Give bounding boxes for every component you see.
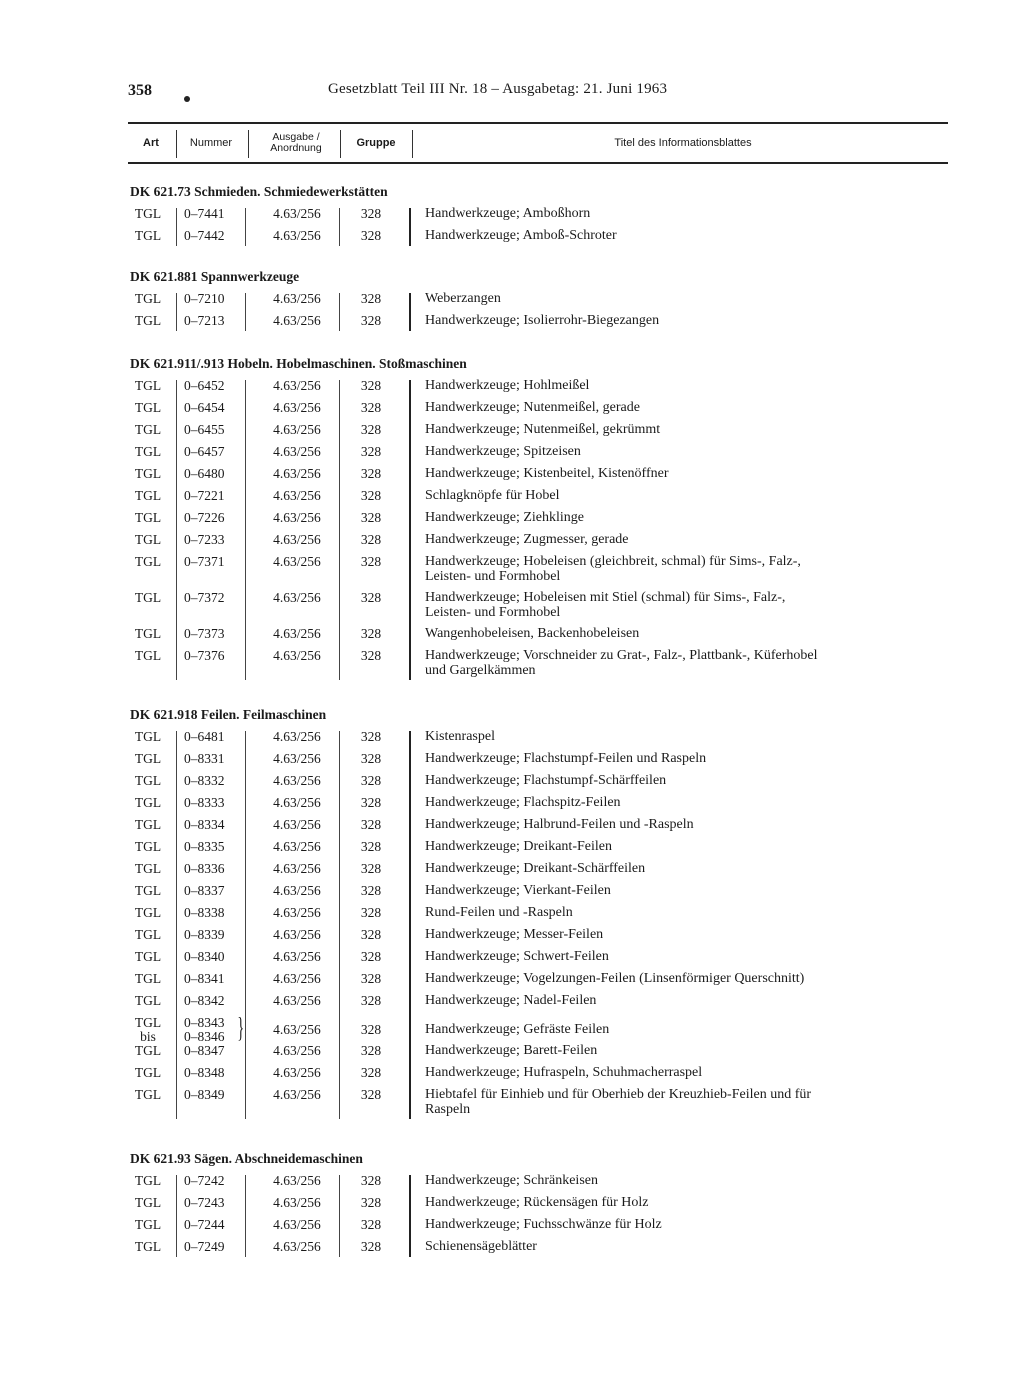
cell-art: TGL (134, 378, 162, 393)
cell-nummer: 0–6455 (184, 422, 225, 437)
cell-art: TGL (134, 1239, 162, 1254)
cell-ausgabe: 4.63/256 (273, 839, 321, 854)
column-rule (339, 731, 340, 1119)
cell-art: TGL (134, 883, 162, 898)
table-row (0, 817, 1024, 839)
cell-nummer: 0–7210 (184, 291, 225, 306)
cell-nummer: 0–8347 (184, 1043, 225, 1058)
column-rule (409, 208, 411, 246)
table-row (0, 1173, 1024, 1195)
cell-titel: Handwerkzeuge; Amboß-Schroter (425, 228, 617, 243)
cell-ausgabe: 4.63/256 (273, 795, 321, 810)
table-row (0, 1195, 1024, 1217)
page-dot (184, 96, 190, 102)
cell-ausgabe: 4.63/256 (273, 1239, 321, 1254)
cell-art: TGL (134, 1043, 162, 1058)
cell-gruppe: 328 (360, 993, 382, 1008)
cell-art: TGL (134, 488, 162, 503)
cell-art: TGL (134, 949, 162, 964)
cell-nummer: 0–7221 (184, 488, 225, 503)
cell-titel: Handwerkzeuge; Dreikant-Schärffeilen (425, 861, 646, 876)
table-row (0, 1043, 1024, 1065)
cell-nummer: 0–8335 (184, 839, 225, 854)
column-header-titel: Titel des Informationsblattes (614, 136, 752, 149)
cell-art: TGL (134, 729, 162, 744)
cell-art: TGL (134, 795, 162, 810)
cell-gruppe: 328 (360, 861, 382, 876)
cell-gruppe: 328 (360, 1173, 382, 1188)
column-rule (409, 731, 411, 1119)
cell-nummer-end: 0–8346 (184, 1029, 225, 1044)
table-row (0, 1065, 1024, 1087)
page-number: 358 (128, 82, 152, 99)
cell-ausgabe: 4.63/256 (273, 1217, 321, 1232)
cell-titel: Handwerkzeuge; Nutenmeißel, gerade (425, 400, 640, 415)
cell-titel: Handwerkzeuge; Halbrund-Feilen und -Raspeln (425, 817, 694, 832)
cell-ausgabe: 4.63/256 (273, 751, 321, 766)
column-header-nummer: Nummer (189, 136, 233, 149)
column-rule (176, 380, 177, 680)
cell-gruppe: 328 (360, 839, 382, 854)
column-rule (339, 380, 340, 680)
cell-art: TGL (134, 228, 162, 243)
cell-ausgabe: 4.63/256 (273, 554, 321, 569)
cell-art: TGL (134, 971, 162, 986)
cell-gruppe: 328 (360, 1087, 382, 1102)
table-row (0, 228, 1024, 250)
cell-nummer: 0–7372 (184, 590, 225, 605)
cell-ausgabe: 4.63/256 (273, 422, 321, 437)
cell-titel: Kistenraspel (425, 729, 495, 744)
cell-titel: Handwerkzeuge; Zugmesser, gerade (425, 532, 629, 547)
cell-gruppe: 328 (360, 510, 382, 525)
cell-gruppe: 328 (360, 883, 382, 898)
table-row (0, 1217, 1024, 1239)
cell-nummer: 0–8332 (184, 773, 225, 788)
table-row (0, 927, 1024, 949)
cell-titel: Handwerkzeuge; Flachstumpf-Schärffeilen (425, 773, 667, 788)
cell-ausgabe: 4.63/256 (273, 444, 321, 459)
cell-art: TGL (134, 1015, 162, 1030)
cell-art: TGL (134, 905, 162, 920)
cell-nummer: 0–7441 (184, 206, 225, 221)
cell-titel: Schlagknöpfe für Hobel (425, 488, 560, 503)
column-rule (409, 1175, 411, 1257)
cell-ausgabe: 4.63/256 (273, 648, 321, 663)
cell-titel: Handwerkzeuge; Schwert-Feilen (425, 949, 609, 964)
cell-ausgabe: 4.63/256 (273, 971, 321, 986)
column-header-art: Art (143, 136, 159, 149)
column-rule (176, 293, 177, 331)
cell-gruppe: 328 (360, 626, 382, 641)
cell-gruppe: 328 (360, 444, 382, 459)
section-title: DK 621.881 Spannwerkzeuge (130, 269, 300, 284)
cell-nummer: 0–7376 (184, 648, 225, 663)
cell-art: TGL (134, 422, 162, 437)
cell-ausgabe: 4.63/256 (273, 1173, 321, 1188)
cell-nummer: 0–8337 (184, 883, 225, 898)
cell-art: TGL (134, 532, 162, 547)
cell-titel: Handwerkzeuge; Hobeleisen (gleichbreit, schmal) für Sims-, Falz-, (425, 554, 801, 569)
cell-art: TGL (134, 510, 162, 525)
cell-titel: Handwerkzeuge; Hufraspeln, Schuhmacherraspel (425, 1065, 703, 1080)
brace-glyph: } (237, 1013, 245, 1044)
cell-nummer: 0–8340 (184, 949, 225, 964)
cell-nummer: 0–7442 (184, 228, 225, 243)
table-row (0, 378, 1024, 400)
cell-titel-continued: Leisten- und Formhobel (425, 569, 561, 584)
column-rule (176, 731, 177, 1119)
table-row (0, 993, 1024, 1015)
column-rule (409, 380, 411, 680)
cell-ausgabe: 4.63/256 (273, 1022, 321, 1037)
cell-ausgabe: 4.63/256 (273, 1065, 321, 1080)
cell-titel: Schienensägeblätter (425, 1239, 537, 1254)
cell-art: TGL (134, 1087, 162, 1102)
cell-nummer: 0–8331 (184, 751, 225, 766)
cell-art: TGL (134, 554, 162, 569)
cell-gruppe: 328 (360, 1043, 382, 1058)
cell-titel: Hiebtafel für Einhieb und für Oberhieb der Kreuzhieb-Feilen und für (425, 1087, 812, 1102)
cell-nummer: 0–8334 (184, 817, 225, 832)
cell-art: TGL (134, 291, 162, 306)
cell-titel: Handwerkzeuge; Gefräste Feilen (425, 1022, 610, 1037)
cell-ausgabe: 4.63/256 (273, 1087, 321, 1102)
cell-titel: Handwerkzeuge; Schränkeisen (425, 1173, 598, 1188)
cell-nummer: 0–6457 (184, 444, 225, 459)
cell-gruppe: 328 (360, 971, 382, 986)
cell-ausgabe: 4.63/256 (273, 400, 321, 415)
cell-titel: Handwerkzeuge; Dreikant-Feilen (425, 839, 612, 854)
table-row (0, 554, 1024, 590)
cell-art: TGL (134, 1217, 162, 1232)
table-row (0, 313, 1024, 335)
table-row (0, 532, 1024, 554)
cell-ausgabe: 4.63/256 (273, 773, 321, 788)
cell-art: TGL (134, 861, 162, 876)
cell-art: TGL (134, 206, 162, 221)
cell-gruppe: 328 (360, 532, 382, 547)
cell-nummer: 0–8348 (184, 1065, 225, 1080)
cell-ausgabe: 4.63/256 (273, 817, 321, 832)
column-divider (412, 130, 413, 158)
cell-art: TGL (134, 817, 162, 832)
cell-art: TGL (134, 839, 162, 854)
cell-nummer: 0–8339 (184, 927, 225, 942)
cell-nummer: 0–6452 (184, 378, 225, 393)
table-row (0, 839, 1024, 861)
cell-titel: Handwerkzeuge; Ziehklinge (425, 510, 584, 525)
column-header (128, 122, 948, 164)
table-row (0, 422, 1024, 444)
cell-titel: Handwerkzeuge; Nutenmeißel, gekrümmt (425, 422, 661, 437)
cell-art: TGL (134, 466, 162, 481)
cell-titel: Rund-Feilen und -Raspeln (425, 905, 573, 920)
cell-ausgabe: 4.63/256 (273, 905, 321, 920)
table-row (0, 729, 1024, 751)
table-row (0, 905, 1024, 927)
cell-titel: Handwerkzeuge; Fuchsschwänze für Holz (425, 1217, 662, 1232)
table-row (0, 971, 1024, 993)
cell-art: TGL (134, 773, 162, 788)
cell-gruppe: 328 (360, 313, 382, 328)
cell-ausgabe: 4.63/256 (273, 1043, 321, 1058)
page-header-title: Gesetzblatt Teil III Nr. 18 – Ausgabetag: 21. Juni 1963 (328, 81, 668, 97)
cell-nummer: 0–7249 (184, 1239, 225, 1254)
cell-art: TGL (134, 1065, 162, 1080)
cell-titel: Handwerkzeuge; Flachstumpf-Feilen und Raspeln (425, 751, 707, 766)
cell-ausgabe: 4.63/256 (273, 291, 321, 306)
table-row (0, 751, 1024, 773)
column-divider (340, 130, 341, 158)
section-title: DK 621.911/.913 Hobeln. Hobelmaschinen. Stoßmaschinen (130, 356, 467, 371)
cell-nummer: 0–7371 (184, 554, 225, 569)
cell-nummer: 0–8336 (184, 861, 225, 876)
cell-gruppe: 328 (360, 729, 382, 744)
cell-titel: Handwerkzeuge; Kistenbeitel, Kistenöffner (425, 466, 669, 481)
cell-ausgabe: 4.63/256 (273, 626, 321, 641)
cell-titel: Handwerkzeuge; Spitzeisen (425, 444, 581, 459)
cell-titel: Handwerkzeuge; Hohlmeißel (425, 378, 590, 393)
table-row (0, 466, 1024, 488)
section-title: DK 621.918 Feilen. Feilmaschinen (130, 707, 327, 722)
cell-titel: Handwerkzeuge; Messer-Feilen (425, 927, 604, 942)
cell-art: TGL (134, 993, 162, 1008)
cell-ausgabe: 4.63/256 (273, 228, 321, 243)
cell-nummer: 0–7213 (184, 313, 225, 328)
cell-ausgabe: 4.63/256 (273, 510, 321, 525)
section-title: DK 621.73 Schmieden. Schmiedewerkstätten (130, 184, 388, 199)
cell-art: TGL (134, 313, 162, 328)
table-row (0, 795, 1024, 817)
cell-gruppe: 328 (360, 488, 382, 503)
cell-gruppe: 328 (360, 1239, 382, 1254)
cell-art: TGL (134, 751, 162, 766)
table-row (0, 861, 1024, 883)
cell-ausgabe: 4.63/256 (273, 729, 321, 744)
cell-gruppe: 328 (360, 949, 382, 964)
table-row (0, 291, 1024, 313)
table-row (0, 510, 1024, 532)
cell-gruppe: 328 (360, 554, 382, 569)
cell-ausgabe: 4.63/256 (273, 590, 321, 605)
table-row (0, 488, 1024, 510)
cell-nummer: 0–7242 (184, 1173, 225, 1188)
column-rule (245, 208, 246, 246)
table-row (0, 949, 1024, 971)
column-divider (176, 130, 177, 158)
cell-nummer: 0–7243 (184, 1195, 225, 1210)
cell-gruppe: 328 (360, 751, 382, 766)
cell-art: TGL (134, 648, 162, 663)
cell-ausgabe: 4.63/256 (273, 927, 321, 942)
cell-titel: Handwerkzeuge; Hobeleisen mit Stiel (schmal) für Sims-, Falz-, (425, 590, 786, 605)
cell-ausgabe: 4.63/256 (273, 861, 321, 876)
cell-nummer: 0–7373 (184, 626, 225, 641)
table-row (0, 206, 1024, 228)
cell-ausgabe: 4.63/256 (273, 1195, 321, 1210)
cell-nummer: 0–6480 (184, 466, 225, 481)
table-row (0, 1239, 1024, 1261)
table-row (0, 400, 1024, 422)
cell-nummer: 0–6481 (184, 729, 225, 744)
cell-gruppe: 328 (360, 378, 382, 393)
cell-titel: Handwerkzeuge; Barett-Feilen (425, 1043, 598, 1058)
cell-gruppe: 328 (360, 773, 382, 788)
table-row (0, 626, 1024, 648)
column-rule (339, 293, 340, 331)
cell-art: TGL (134, 590, 162, 605)
cell-nummer: 0–8342 (184, 993, 225, 1008)
column-rule (245, 731, 246, 1119)
cell-titel-continued: Leisten- und Formhobel (425, 605, 561, 620)
cell-ausgabe: 4.63/256 (273, 532, 321, 547)
cell-nummer: 0–8341 (184, 971, 225, 986)
table-row (0, 1015, 1024, 1043)
column-rule (245, 293, 246, 331)
cell-nummer: 0–7244 (184, 1217, 225, 1232)
column-rule (245, 380, 246, 680)
column-rule (176, 208, 177, 246)
cell-gruppe: 328 (360, 927, 382, 942)
table-row (0, 648, 1024, 684)
table-row (0, 773, 1024, 795)
cell-ausgabe: 4.63/256 (273, 206, 321, 221)
cell-gruppe: 328 (360, 206, 382, 221)
cell-nummer: 0–8333 (184, 795, 225, 810)
cell-titel-continued: Raspeln (425, 1102, 471, 1117)
cell-gruppe: 328 (360, 1217, 382, 1232)
cell-art: TGL (134, 1195, 162, 1210)
cell-gruppe: 328 (360, 422, 382, 437)
section-title: DK 621.93 Sägen. Abschneidemaschinen (130, 1151, 363, 1166)
cell-gruppe: 328 (360, 1195, 382, 1210)
cell-titel: Handwerkzeuge; Vogelzungen-Feilen (Linsenförmiger Querschnitt) (425, 971, 805, 986)
cell-gruppe: 328 (360, 648, 382, 663)
cell-gruppe: 328 (360, 228, 382, 243)
cell-ausgabe: 4.63/256 (273, 313, 321, 328)
cell-art: TGL (134, 400, 162, 415)
cell-titel-continued: und Gargelkämmen (425, 663, 536, 678)
cell-titel: Handwerkzeuge; Vierkant-Feilen (425, 883, 611, 898)
cell-titel: Handwerkzeuge; Isolierrohr-Biegezangen (425, 313, 660, 328)
cell-ausgabe: 4.63/256 (273, 378, 321, 393)
cell-titel: Weberzangen (425, 291, 501, 306)
cell-gruppe: 328 (360, 905, 382, 920)
column-rule (176, 1175, 177, 1257)
cell-art: TGL (134, 927, 162, 942)
cell-ausgabe: 4.63/256 (273, 949, 321, 964)
cell-ausgabe: 4.63/256 (273, 993, 321, 1008)
cell-ausgabe: 4.63/256 (273, 488, 321, 503)
column-header-ausgabe: Ausgabe / Anordnung (270, 131, 322, 154)
cell-nummer: 0–8343 (184, 1015, 225, 1030)
cell-gruppe: 328 (360, 291, 382, 306)
cell-art: TGL (134, 626, 162, 641)
cell-nummer: 0–6454 (184, 400, 225, 415)
column-divider (248, 130, 249, 158)
cell-gruppe: 328 (360, 795, 382, 810)
cell-titel: Handwerkzeuge; Nadel-Feilen (425, 993, 597, 1008)
cell-art-bis: bis (140, 1029, 156, 1044)
cell-gruppe: 328 (360, 400, 382, 415)
table-row (0, 444, 1024, 466)
cell-gruppe: 328 (360, 590, 382, 605)
cell-gruppe: 328 (360, 1065, 382, 1080)
cell-ausgabe: 4.63/256 (273, 466, 321, 481)
cell-ausgabe: 4.63/256 (273, 883, 321, 898)
cell-art: TGL (134, 1173, 162, 1188)
column-rule (409, 293, 411, 331)
table-row (0, 883, 1024, 905)
cell-titel: Handwerkzeuge; Rückensägen für Holz (425, 1195, 649, 1210)
cell-nummer: 0–7226 (184, 510, 225, 525)
cell-titel: Handwerkzeuge; Amboßhorn (425, 206, 591, 221)
column-rule (339, 208, 340, 246)
table-row (0, 590, 1024, 626)
cell-art: TGL (134, 444, 162, 459)
cell-titel: Wangenhobeleisen, Backenhobeleisen (425, 626, 640, 641)
cell-gruppe: 328 (360, 817, 382, 832)
cell-nummer: 0–8349 (184, 1087, 225, 1102)
cell-gruppe: 328 (360, 1022, 382, 1037)
cell-titel: Handwerkzeuge; Vorschneider zu Grat-, Falz-, Plattbank-, Küferhobel (425, 648, 818, 663)
column-rule (245, 1175, 246, 1257)
column-header-gruppe: Gruppe (356, 136, 396, 149)
cell-gruppe: 328 (360, 466, 382, 481)
cell-titel: Handwerkzeuge; Flachspitz-Feilen (425, 795, 621, 810)
column-rule (339, 1175, 340, 1257)
table-row (0, 1087, 1024, 1123)
cell-nummer: 0–8338 (184, 905, 225, 920)
cell-nummer: 0–7233 (184, 532, 225, 547)
